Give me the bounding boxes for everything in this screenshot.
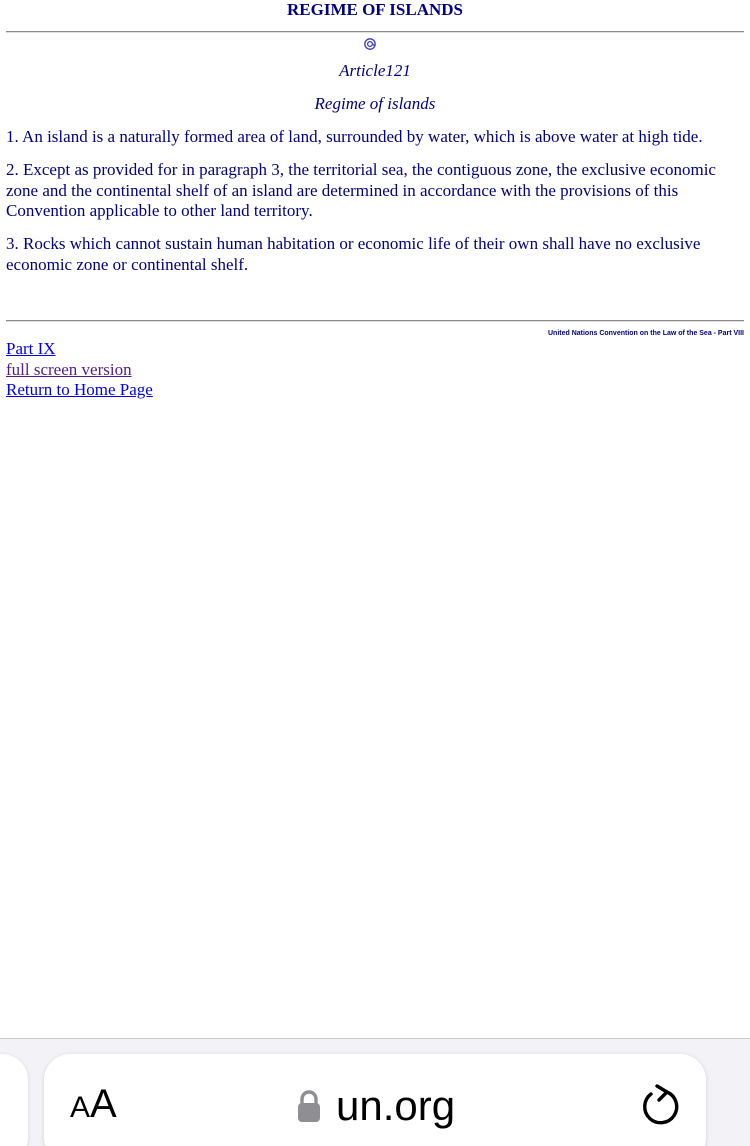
full-screen-link[interactable]: full screen version bbox=[6, 360, 132, 379]
top-divider bbox=[6, 31, 744, 33]
previous-tab-card[interactable] bbox=[0, 1054, 28, 1146]
paragraph-3: 3. Rocks which cannot sustain human habitation or economic life of their own shall have no exclusive economic zone or continental shelf. bbox=[6, 234, 701, 274]
page-heading: REGIME OF ISLANDS bbox=[286, 0, 463, 19]
bottom-divider bbox=[6, 320, 744, 322]
article-title: Regime of islands bbox=[314, 94, 436, 113]
browser-toolbar bbox=[0, 1038, 750, 1146]
spiral-icon bbox=[363, 37, 377, 51]
reload-icon[interactable] bbox=[638, 1082, 682, 1128]
lock-icon bbox=[297, 1089, 321, 1123]
domain-label: un.org bbox=[336, 1082, 456, 1129]
address-bar[interactable] bbox=[44, 1054, 706, 1146]
footer-note: United Nations Convention on the Law of the Sea - Part VIII bbox=[547, 330, 744, 337]
paragraph-2: 2. Except as provided for in paragraph 3, the territorial sea, the contiguous zone, the exclusive economic zone and the continental shelf of an island are determined in accordance with the provisions of this Convention applicable to other land territory. bbox=[6, 160, 716, 220]
text-size-big-label: A bbox=[90, 1082, 117, 1126]
text-size-small-label: A bbox=[70, 1091, 91, 1124]
paragraph-1: 1. An island is a naturally formed area of land, surrounded by water, which is above water at high tide. bbox=[6, 127, 703, 146]
part-ix-link[interactable]: Part IX bbox=[6, 339, 56, 358]
text-size-button[interactable] bbox=[70, 1084, 117, 1124]
article-number: Article121 bbox=[339, 61, 411, 80]
home-page-link[interactable]: Return to Home Page bbox=[6, 380, 153, 399]
